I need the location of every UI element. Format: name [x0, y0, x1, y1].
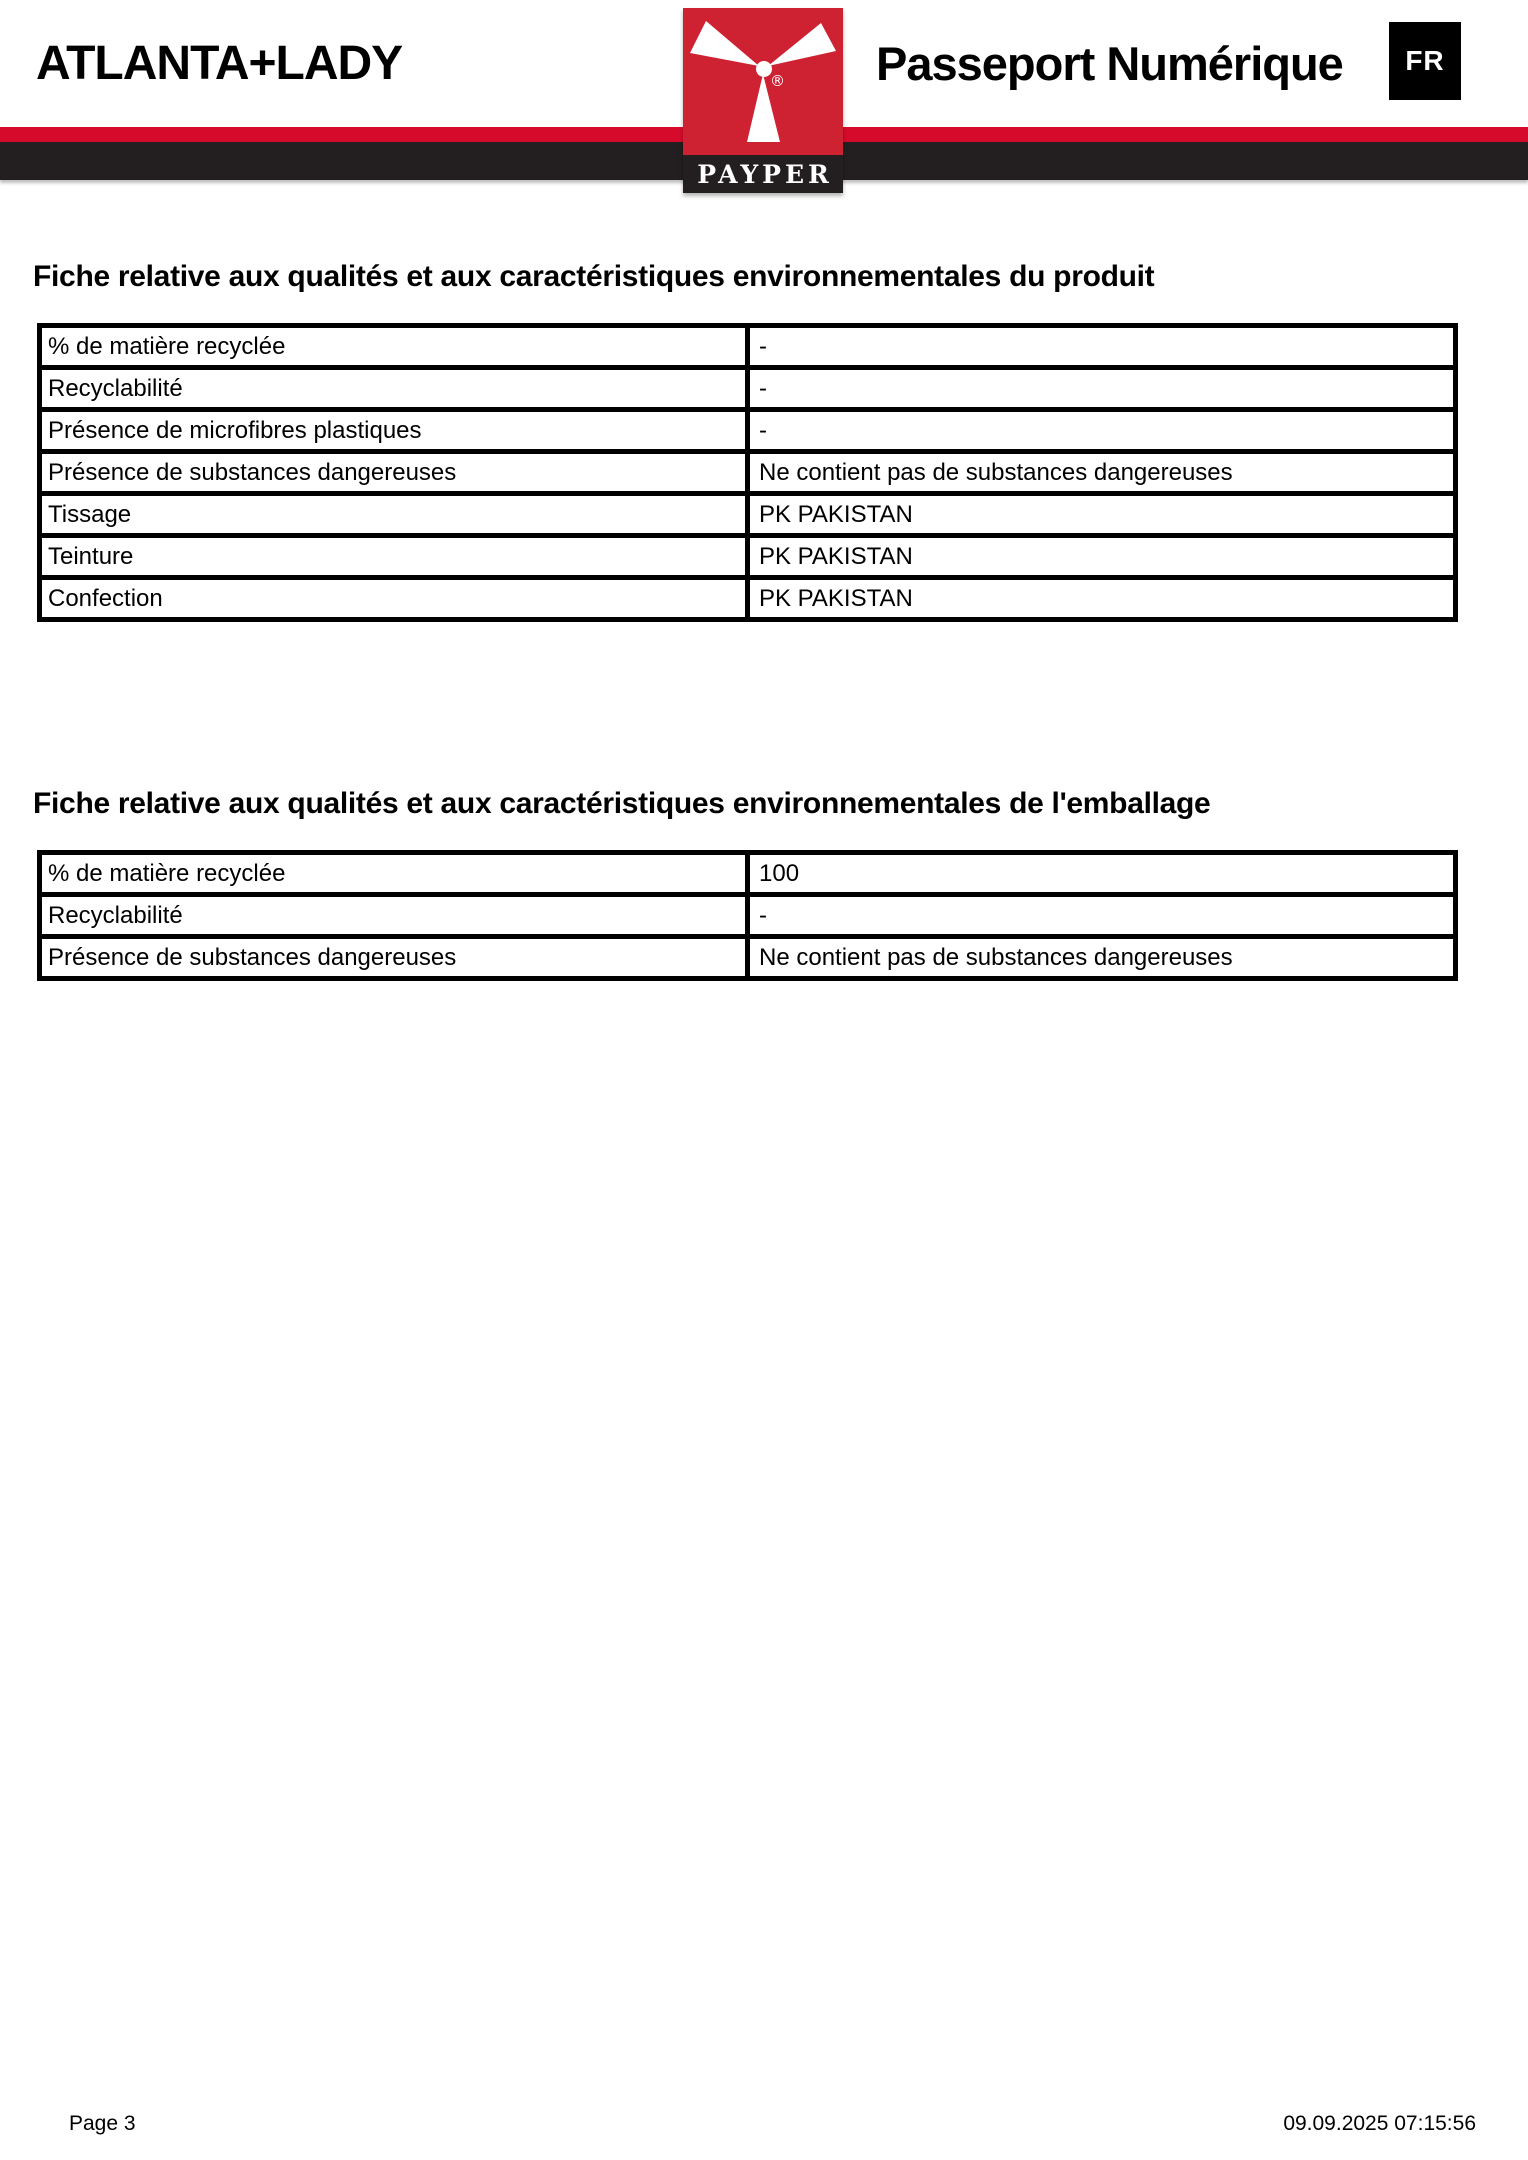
- table-row: [40, 368, 1456, 410]
- pinwheel-icon: [683, 8, 843, 155]
- spec-value: Ne contient pas de substances dangereuses: [748, 452, 1456, 494]
- table-row: [40, 578, 1456, 620]
- payper-logo: [683, 8, 843, 193]
- table-row: [40, 326, 1456, 368]
- packaging-spec-table: [37, 850, 1458, 981]
- timestamp: 09.09.2025 07:15:56: [1283, 2112, 1476, 2135]
- product-spec-table: [37, 323, 1458, 622]
- spec-label: Présence de substances dangereuses: [40, 452, 748, 494]
- table-row: [40, 410, 1456, 452]
- table-row: [40, 937, 1456, 979]
- spec-label: % de matière recyclée: [40, 853, 748, 895]
- table-row: [40, 536, 1456, 578]
- spec-value: -: [748, 895, 1456, 937]
- language-badge: FR: [1389, 22, 1461, 100]
- product-title: ATLANTA+LADY: [36, 37, 403, 90]
- table-row: [40, 452, 1456, 494]
- section-title-packaging: Fiche relative aux qualités et aux caractéristiques environnementales de l'emballage: [33, 787, 1211, 820]
- spec-value: PK PAKISTAN: [748, 536, 1456, 578]
- spec-label: % de matière recyclée: [40, 326, 748, 368]
- page-number: Page 3: [69, 2112, 136, 2135]
- svg-text:®: ®: [770, 72, 785, 90]
- table-row: [40, 494, 1456, 536]
- spec-value: PK PAKISTAN: [748, 494, 1456, 536]
- brand-wordmark: PAYPER: [683, 155, 843, 193]
- spec-value: 100: [748, 853, 1456, 895]
- spec-value: -: [748, 368, 1456, 410]
- spec-label: Recyclabilité: [40, 368, 748, 410]
- table-row: [40, 853, 1456, 895]
- section-title-product: Fiche relative aux qualités et aux caractéristiques environnementales du produit: [33, 260, 1155, 293]
- spec-label: Présence de substances dangereuses: [40, 937, 748, 979]
- spec-label: Confection: [40, 578, 748, 620]
- spec-value: -: [748, 326, 1456, 368]
- spec-label: Tissage: [40, 494, 748, 536]
- spec-label: Recyclabilité: [40, 895, 748, 937]
- table-row: [40, 895, 1456, 937]
- doc-title: Passeport Numérique: [876, 37, 1343, 90]
- spec-label: Présence de microfibres plastiques: [40, 410, 748, 452]
- spec-value: Ne contient pas de substances dangereuses: [748, 937, 1456, 979]
- spec-value: -: [748, 410, 1456, 452]
- page-header: [0, 0, 1528, 200]
- spec-label: Teinture: [40, 536, 748, 578]
- spec-value: PK PAKISTAN: [748, 578, 1456, 620]
